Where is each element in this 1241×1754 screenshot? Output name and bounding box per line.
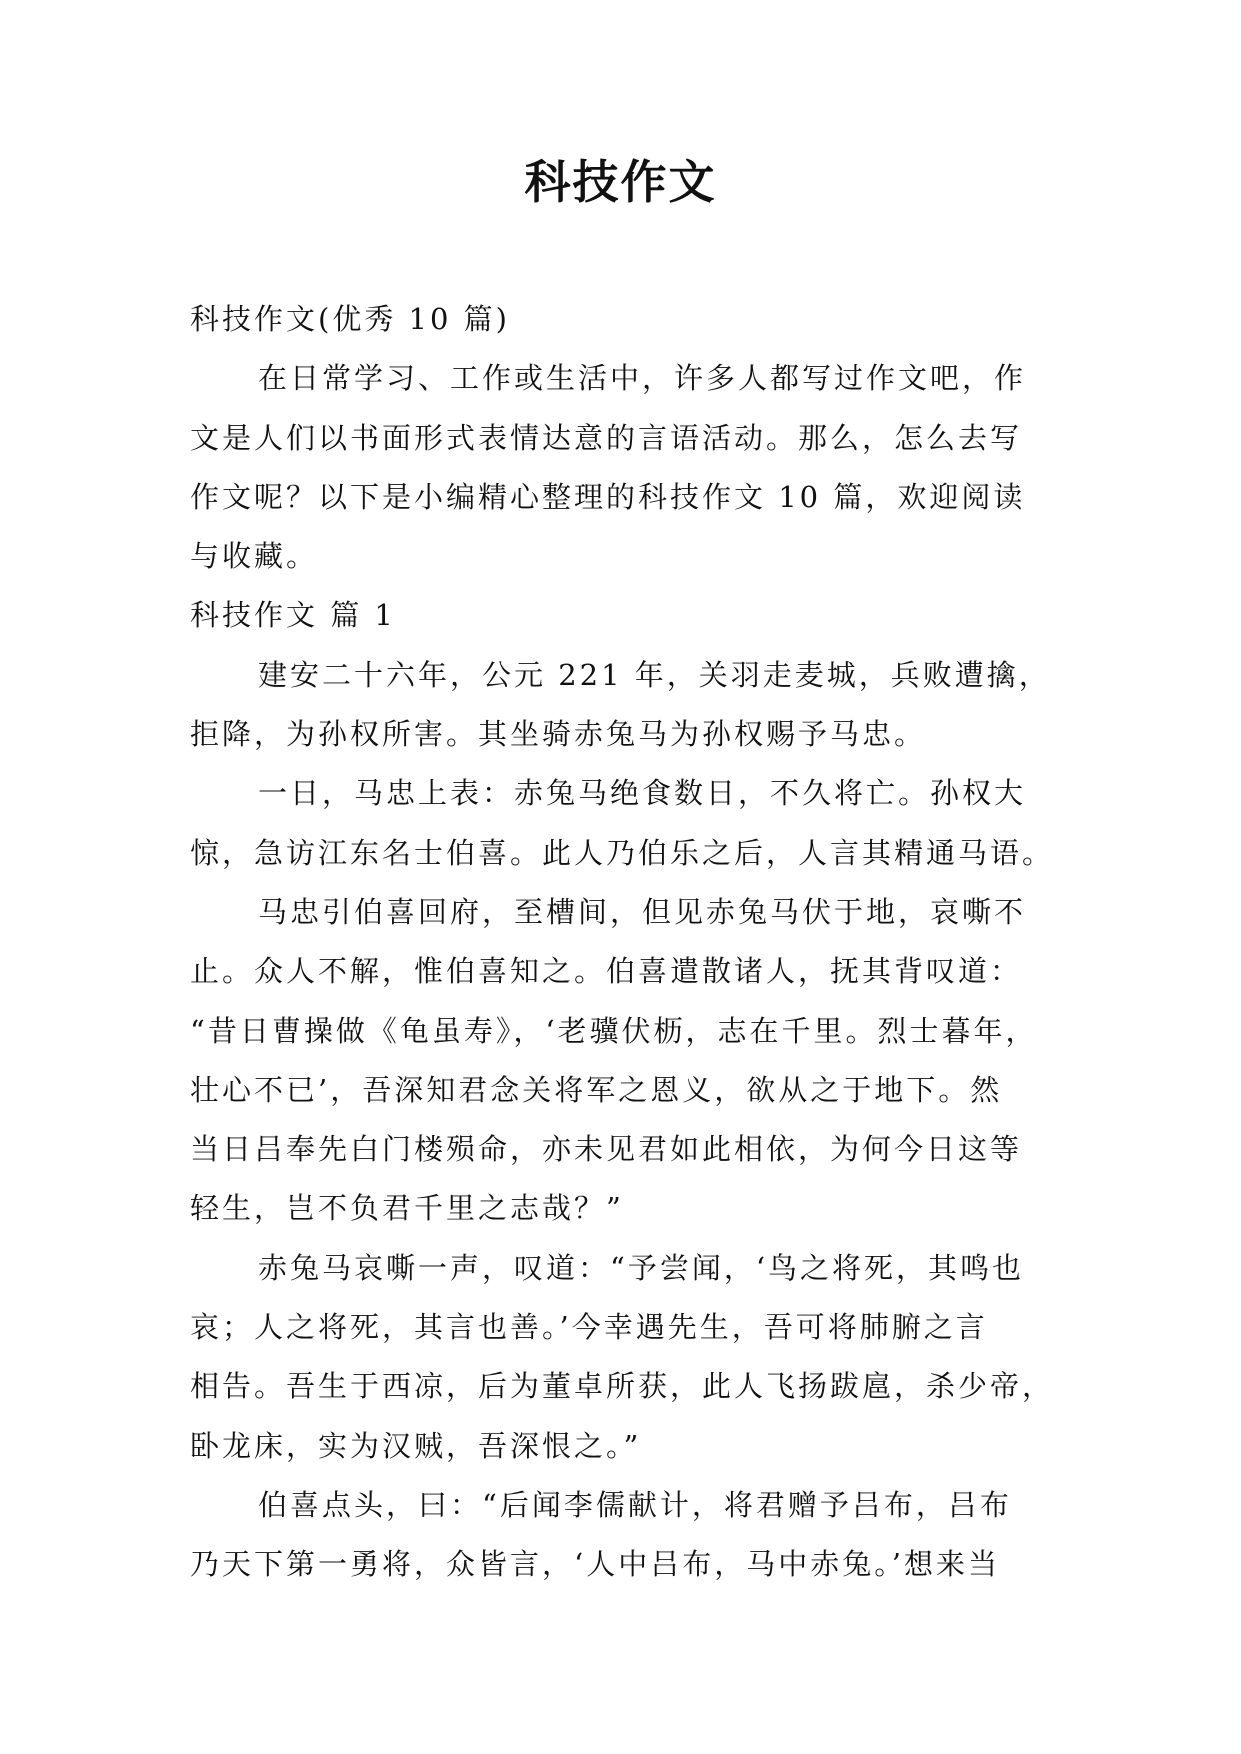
text-line: 惊，急访江东名士伯喜。此人乃伯乐之后，人言其精通马语。 xyxy=(190,835,1055,870)
text-line: 赤兔马哀嘶一声，叹道：“予尝闻，‘鸟之将死，其鸣也 xyxy=(258,1250,1025,1285)
text-line: 马忠引伯喜回府，至槽间，但见赤兔马伏于地，哀嘶不 xyxy=(258,894,1027,929)
text-line: 科技作文(优秀 10 篇) xyxy=(190,302,510,336)
text-line: 壮心不已’，吾深知君念关将军之恩义，欲从之于地下。然 xyxy=(190,1072,1003,1107)
text-line: “昔日曹操做《龟虽寿》，‘老骥伏枥，志在千里。烈士暮年， xyxy=(190,1013,1038,1048)
text-line: 伯喜点头，曰：“后闻李儒献计，将君赠予吕布，吕布 xyxy=(258,1487,1012,1522)
document-title: 科技作文 xyxy=(524,155,717,209)
text-line: 卧龙床，实为汉贼，吾深恨之。” xyxy=(190,1428,642,1463)
document-body xyxy=(190,290,1060,1595)
text-line: 在日常学习、工作或生活中，许多人都写过作文吧，作 xyxy=(258,361,1027,396)
text-line: 科技作文 篇 1 xyxy=(190,598,396,633)
text-line: 轻生，岂不负君千里之志哉？” xyxy=(190,1191,624,1226)
text-line: 一日，马忠上表：赤兔马绝食数日，不久将亡。孙权大 xyxy=(258,776,1027,811)
text-line: 文是人们以书面形式表情达意的言语活动。那么，怎么去写 xyxy=(190,420,1023,455)
text-line: 与收藏。 xyxy=(190,539,319,574)
text-line: 乃天下第一勇将，众皆言，‘人中吕布，马中赤兔。’想来当 xyxy=(190,1547,1000,1582)
text-line: 当日吕奉先白门楼殒命，亦未见君如此相依，为何今日这等 xyxy=(190,1132,1023,1167)
text-line: 拒降，为孙权所害。其坐骑赤兔马为孙权赐予马忠。 xyxy=(190,717,927,752)
text-line: 止。众人不解，惟伯喜知之。伯喜遣散诸人，抚其背叹道： xyxy=(190,954,1023,989)
text-line: 哀；人之将死，其言也善。’今幸遇先生，吾可将肺腑之言 xyxy=(190,1310,988,1345)
text-line: 作文呢？以下是小编精心整理的科技作文 10 篇，欢迎阅读 xyxy=(190,479,1026,514)
text-line: 建安二十六年，公元 221 年，关羽走麦城，兵败遭擒， xyxy=(258,657,1051,692)
text-line: 相告。吾生于西凉，后为董卓所获，此人飞扬跋扈，杀少帝， xyxy=(190,1369,1055,1404)
